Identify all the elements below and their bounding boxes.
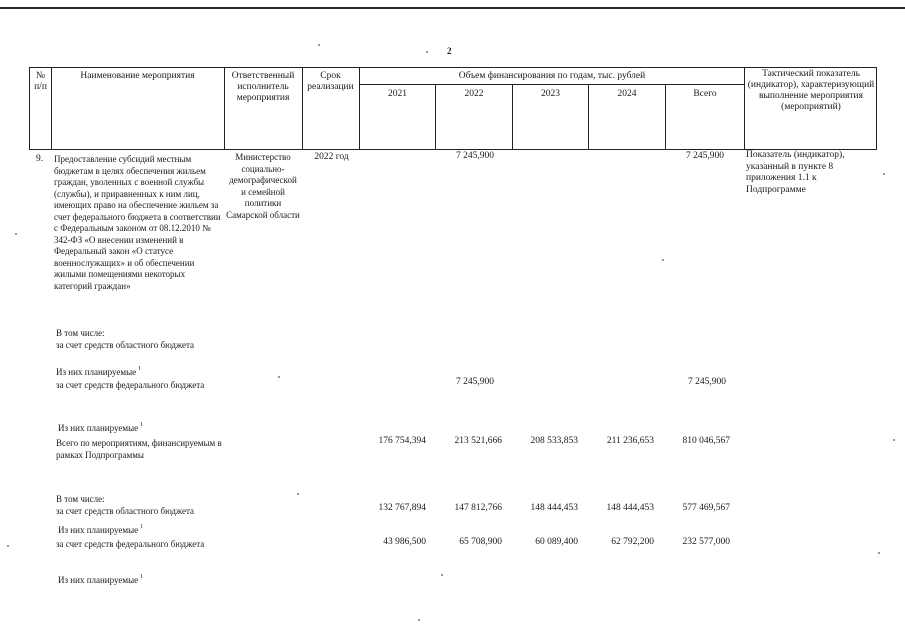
block2-regional-total: 577 469,567 (682, 503, 730, 513)
row9-name: Предоставление субсидий местным бюджетам в целях обеспечения жильем граждан, уволенных с военной службы (службы), и приравненных к ним лиц, имеющих право на обеспечение жильем за счет федерального бюджета в соответствии с Федеральным законом от 08.12.2010 № 342-ФЗ «О внесении изменений в Федеральный закон «О статусе военнослужащих» и об обеспечении жилыми помещениями некоторых категорий граждан» (54, 154, 221, 291)
block2-regional-2023: 148 444,453 (530, 503, 578, 513)
row9-executor: Министерство социально-демографической и семейной политики Самарской области (226, 152, 300, 220)
block1-planned-2 (58, 420, 143, 435)
block2-federal-2021: 43 986,500 (383, 537, 426, 547)
header-year-2021: 2021 (388, 89, 407, 99)
block2-regional-2024: 148 444,453 (606, 503, 654, 513)
block1-federal-label: за счет средств федерального бюджета (56, 380, 205, 390)
header-year-2024: 2024 (617, 89, 637, 99)
header-name: Наименование мероприятия (80, 71, 195, 81)
header-funding: Объем финансирования по годам, тыс. рублей (458, 71, 646, 81)
footnote-mark: 1 (140, 524, 144, 530)
summary-2022: 213 521,666 (454, 436, 502, 446)
summary-2023: 208 533,853 (530, 436, 578, 446)
block2-federal-label: за счет средств федерального бюджета (56, 539, 205, 549)
block2-planned-1 (58, 522, 143, 537)
block1-federal-total: 7 245,900 (688, 377, 726, 387)
header-total: Всего (693, 89, 717, 99)
header-num: № п/п (34, 71, 47, 92)
footnote-mark: 1 (138, 366, 142, 372)
summary-2024: 211 236,653 (606, 436, 654, 446)
header-indicator: Тактический показатель (индикатор), характеризующий выполнение мероприятия (мероприятий) (747, 69, 875, 112)
row9-total: 7 245,900 (686, 151, 724, 161)
summary-2021: 176 754,394 (378, 436, 426, 446)
block2-regional-2022: 147 812,766 (454, 503, 502, 513)
footnote-mark: 1 (140, 422, 144, 428)
block2-regional-2021: 132 767,894 (378, 503, 426, 513)
summary-total: 810 046,567 (682, 436, 730, 446)
block1-planned-1 (56, 364, 141, 379)
row9-term: 2022 год (314, 152, 349, 162)
header-executor: Ответственный исполнитель мероприятия (231, 71, 295, 103)
block2-planned-2-text: Из них планируемые (58, 575, 139, 585)
header-term: Срок реализации (307, 71, 354, 92)
summary-label: Всего по мероприятиям, финансируемым в рамках Подпрограммы (56, 438, 222, 460)
block1-planned-2-text: Из них планируемые (58, 423, 139, 433)
block1-planned-1-text: Из них планируемые (56, 367, 137, 377)
block2-planned-2 (58, 572, 143, 587)
block1-regional-label: за счет средств областного бюджета (56, 340, 195, 350)
page-number: 2 (447, 46, 452, 56)
block2-regional-label: за счет средств областного бюджета (56, 506, 195, 516)
header-year-2023: 2023 (541, 89, 560, 99)
header-year-2022: 2022 (464, 89, 484, 99)
row9-value-2022: 7 245,900 (456, 151, 494, 161)
top-border-line (0, 7, 905, 9)
block2-federal-total: 232 577,000 (682, 537, 730, 547)
footnote-mark: 1 (140, 574, 144, 580)
block1-federal-2022: 7 245,900 (456, 377, 494, 387)
block1-including: В том числе: (56, 328, 105, 338)
row9-indicator: Показатель (индикатор), указанный в пункте 8 приложения 1.1 к Подпрограмме (746, 150, 845, 195)
block2-federal-2024: 62 792,200 (611, 537, 654, 547)
block2-federal-2022: 65 708,900 (459, 537, 502, 547)
block2-including: В том числе: (56, 494, 105, 504)
block2-planned-1-text: Из них планируемые (58, 525, 139, 535)
row9-num: 9. (36, 154, 44, 164)
block2-federal-2023: 60 089,400 (535, 537, 578, 547)
